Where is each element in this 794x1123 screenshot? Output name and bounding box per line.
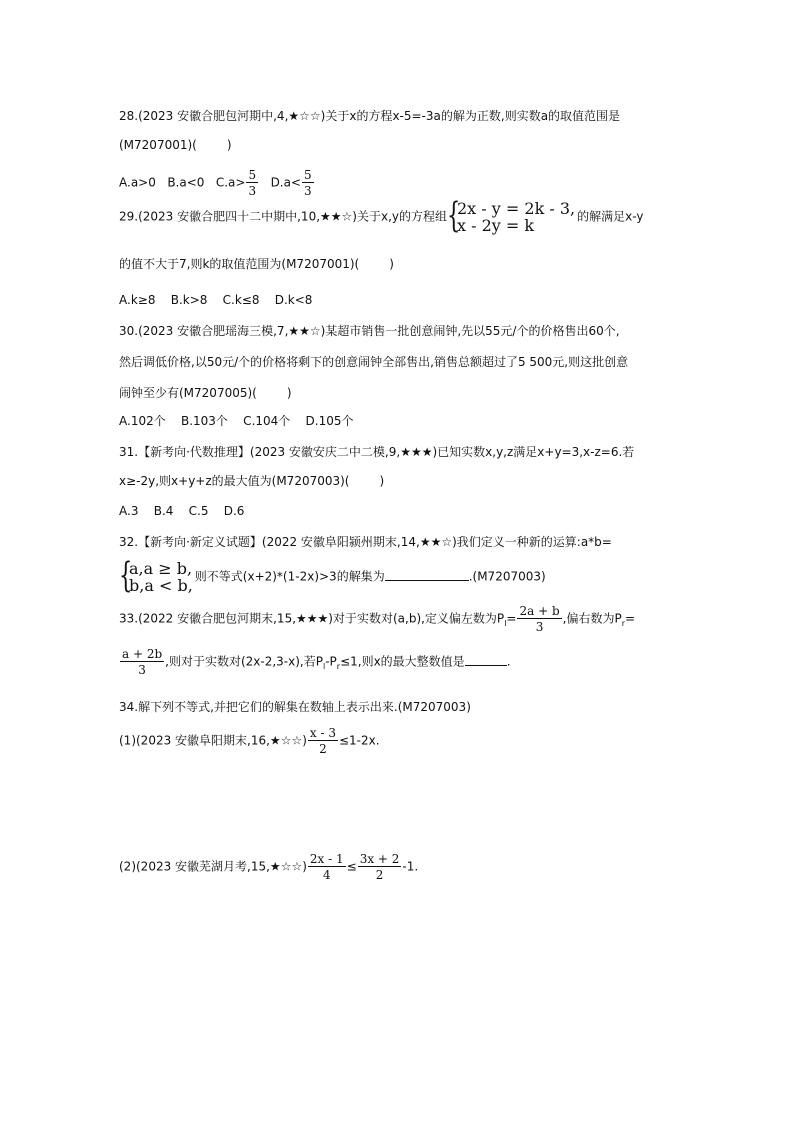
q32-line2	[119, 556, 546, 596]
q29-stem	[119, 196, 644, 236]
q28-option-d: D.a<	[270, 175, 302, 190]
q29-line2: 的值不大于7,则k的取值范围为(M7207001)( )	[119, 257, 394, 271]
q29-equation-system: { 2x - y = 2k - 3, x - 2y = k	[447, 196, 576, 236]
q29-stem-post: 的解满足x-y	[577, 209, 644, 224]
q31-line1: 31.【新考向·代数推理】(2023 安徽安庆二中二模,9,★★★)已知实数x,y,z满足x+y=3,x-z=6.若	[119, 445, 635, 459]
q30-line1: 30.(2023 安徽合肥瑶海三模,7,★★☆)某超市销售一批创意闹钟,先以55元/个的价格售出60个,	[119, 324, 620, 338]
q33-right-fraction: $\frac{a + 2b}{3}$	[122, 647, 163, 677]
q29-eq1: 2x - y = 2k - 3,	[457, 199, 576, 218]
q32-answer-blank[interactable]	[385, 580, 469, 581]
q34-p1-fraction: $\frac{x - 3}{2}$	[309, 726, 336, 756]
q33-left-fraction: $\frac{2a + b}{3}$	[519, 604, 560, 634]
q32-case1: a,a ≥ b,	[129, 559, 193, 578]
q32-post: 则不等式(x+2)*(1-2x)>3的解集为	[194, 569, 385, 584]
q29-options: A.k≥8 B.k>8 C.k≤8 D.k<8	[119, 293, 313, 307]
q32-piecewise: { a,a ≥ b, b,a < b,	[119, 556, 193, 596]
q29-eq2: x - 2y = k	[457, 216, 535, 235]
q34-p2-fraction-left: $\frac{2x - 1}{4}$	[309, 852, 344, 882]
q28-d-fraction: $\frac{5}{3}$	[304, 168, 312, 198]
q30-line3: 闹钟至少有(M7207005)( )	[119, 386, 292, 400]
q34-part1: (1)(2023 安徽阜阳期末,16,★☆☆) $\frac{x - 3}{2}$ ≤1-2x.	[119, 726, 380, 756]
q31-options: A.3 B.4 C.5 D.6	[119, 504, 245, 518]
q28-options	[119, 169, 315, 197]
q32-line1: 32.【新考向·新定义试题】(2022 安徽阜阳颍州期末,14,★★☆)我们定义一种新的运算:a*b=	[119, 535, 612, 549]
q33-line1: 33.(2022 安徽合肥包河期末,15,★★★)对于实数对(a,b),定义偏左数为$P_l=$ $\frac{2a + b}{3}$ ,偏右数为$P_r=$	[119, 604, 636, 634]
q28-close: )	[226, 138, 232, 152]
q28-option-b: B.a<0	[167, 175, 205, 190]
q28-option-c: C.a>	[215, 175, 246, 190]
q33-line2: $\frac{a + 2b}{3}$ ,则对于实数对(2x-2,3-x),若$P_l-P_r\le 1$,则x的最大整数值是 .	[122, 647, 511, 677]
q32-tail: .(M7207003)	[468, 569, 546, 584]
q34-p2-fraction-right: $\frac{3x + 2}{2}$	[359, 852, 400, 882]
q28-code: (M7207001)(	[119, 138, 197, 152]
q33-answer-blank[interactable]	[465, 665, 507, 666]
q28-code-line	[119, 137, 232, 153]
q34-stem: 34.解下列不等式,并把它们的解集在数轴上表示出来.(M7207003)	[119, 700, 471, 714]
q30-line2: 然后调低价格,以50元/个的价格将剩下的创意闹钟全部售出,销售总额超过了5 500元,则这批创意	[119, 355, 629, 369]
q28-stem: 28.(2023 安徽合肥包河期中,4,★☆☆)关于x的方程x-5=-3a的解为正数,则实数a的取值范围是	[119, 109, 621, 123]
q30-options: A.102个 B.103个 C.104个 D.105个	[119, 414, 354, 428]
q31-line2: x≥-2y,则x+y+z的最大值为(M7207003)( )	[119, 474, 385, 488]
q32-case2: b,a < b,	[129, 576, 193, 595]
q29-stem-pre: 29.(2023 安徽合肥四十二中期中,10,★★☆)关于x,y的方程组	[119, 209, 447, 224]
q28-c-fraction: $\frac{5}{3}$	[248, 168, 257, 198]
q28-option-a: A.a>0	[119, 175, 156, 190]
q34-part2: (2)(2023 安徽芜湖月考,15,★☆☆) $\frac{2x - 1}{4}$ ≤ $\frac{3x + 2}{2}$ -1.	[119, 852, 419, 882]
